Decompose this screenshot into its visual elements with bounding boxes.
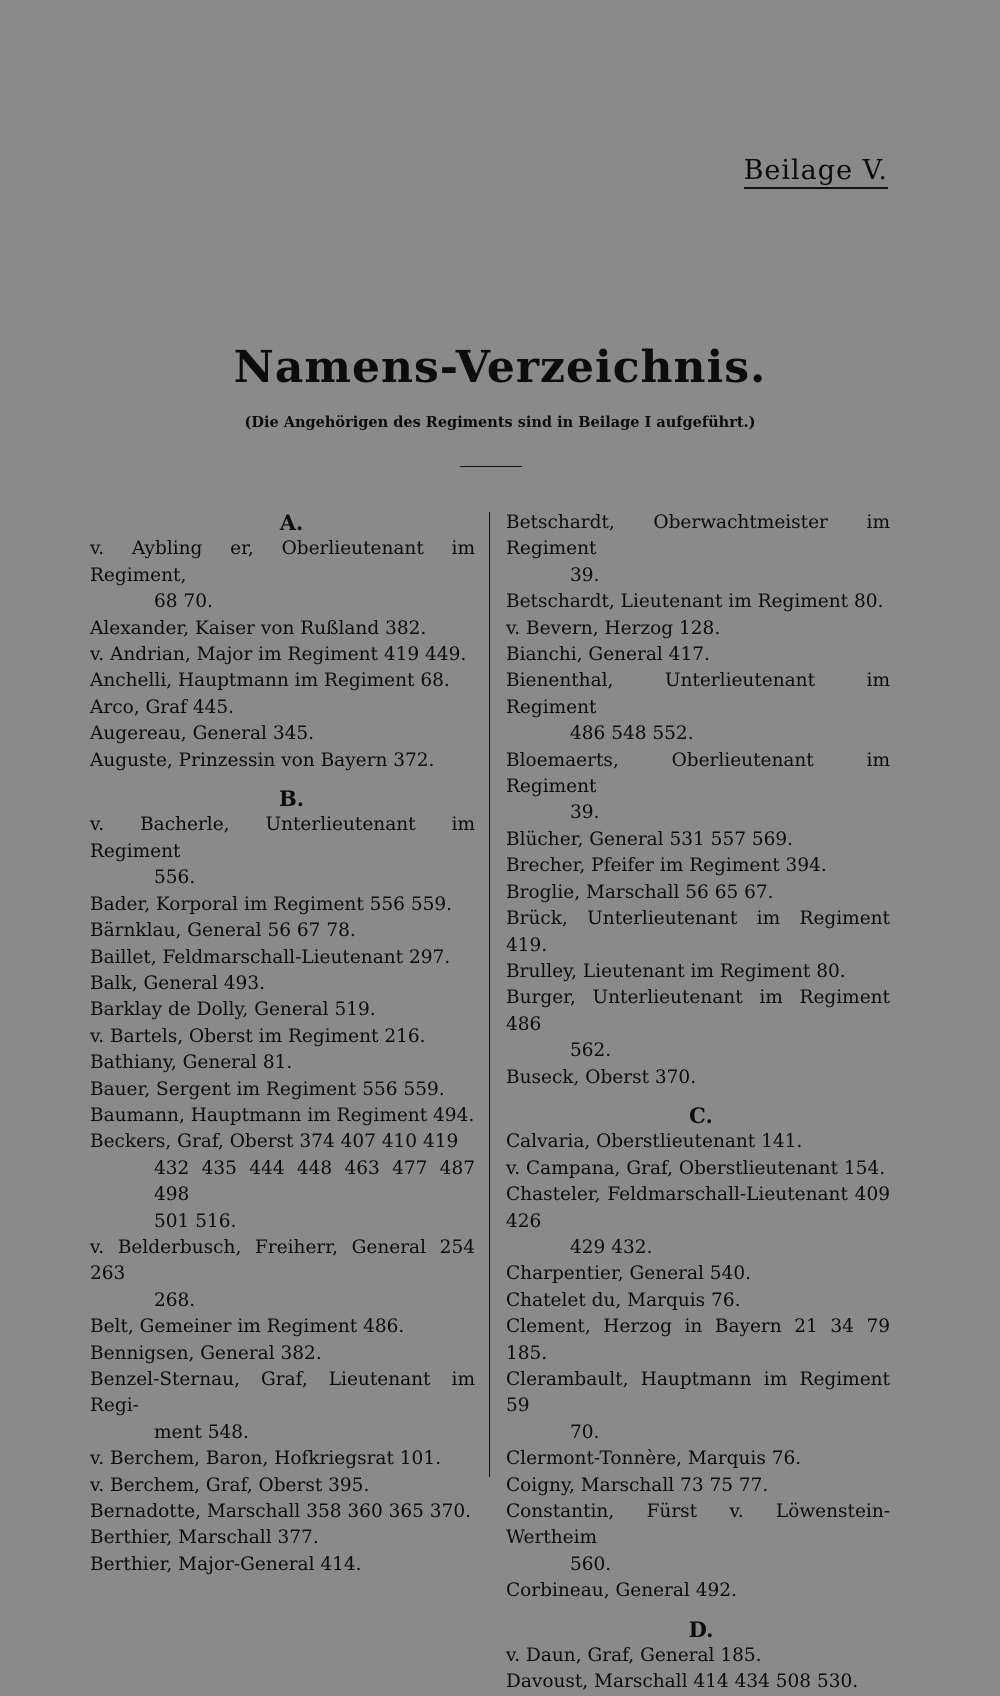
entry-text: Baumann, Hauptmann im Regiment 494. [90, 1104, 475, 1126]
index-entry [506, 1156, 890, 1182]
entry-continuation: ment 548. [154, 1421, 249, 1443]
entry-text: Clement, Herzog in Bayern 21 34 79 185. [506, 1316, 890, 1364]
index-entry [506, 827, 890, 853]
index-entry [506, 748, 890, 827]
index-entry [506, 985, 890, 1064]
index-entry [90, 1050, 475, 1076]
index-entry [90, 1499, 475, 1525]
entry-continuation: 432 435 444 448 463 477 487 498 [154, 1157, 475, 1206]
index-entry [90, 1129, 475, 1235]
index-entry [90, 812, 475, 891]
index-entry [90, 695, 475, 721]
index-entry [90, 616, 475, 642]
entry-text: Beckers, Graf, Oberst 374 407 410 419 [90, 1131, 459, 1153]
index-entry [506, 1288, 890, 1314]
entry-continuation: 429 432. [570, 1236, 653, 1258]
index-entry [506, 1129, 890, 1155]
index-entry [90, 668, 475, 694]
index-entry [90, 971, 475, 997]
index-entry [90, 536, 475, 615]
entry-text: Calvaria, Oberstlieutenant 141. [506, 1131, 803, 1153]
entry-text: Augereau, General 345. [90, 723, 315, 745]
index-entry [90, 1367, 475, 1446]
entry-continuation: 39. [570, 802, 600, 824]
entry-text: v. Campana, Graf, Oberstlieutenant 154. [506, 1157, 886, 1179]
entry-continuation: 560. [570, 1553, 612, 1575]
entry-text: Barklay de Dolly, General 519. [90, 999, 376, 1021]
entry-text: Blücher, General 531 557 569. [506, 828, 794, 850]
entry-text: Betschardt, Lieutenant im Regiment 80. [506, 591, 884, 613]
index-entry [90, 1473, 475, 1499]
entry-continuation: 486 548 552. [570, 723, 694, 745]
entry-text: Chasteler, Feldmarschall-Lieutenant 409 426 [506, 1184, 890, 1232]
entry-continuation: 556. [154, 867, 196, 889]
entry-text: Bathiany, General 81. [90, 1052, 293, 1074]
entry-text: Burger, Unterlieutenant im Regiment 486 [506, 987, 890, 1035]
entry-text: Bernadotte, Marschall 358 360 365 370. [90, 1501, 471, 1523]
right-column [506, 510, 890, 1696]
entry-text: Davoust, Marschall 414 434 508 530. [506, 1671, 859, 1693]
section-letter: D. [688, 1616, 714, 1642]
entry-text: v. Berchem, Graf, Oberst 395. [90, 1474, 370, 1496]
index-entry [90, 1525, 475, 1551]
index-entry [506, 906, 890, 959]
entry-continuation: 70. [570, 1421, 600, 1443]
entry-text: Berthier, Marschall 377. [90, 1527, 319, 1549]
index-entry [506, 1446, 890, 1472]
index-entry [90, 997, 475, 1023]
index-entry [506, 1669, 890, 1695]
entry-text: Broglie, Marschall 56 65 67. [506, 881, 774, 903]
index-entry [90, 1552, 475, 1578]
entry-text: Betschardt, Oberwachtmeister im Regiment [506, 512, 890, 560]
entry-text: Bienenthal, Unterlieutenant im Regiment [506, 670, 890, 718]
entry-text: Bauer, Sergent im Regiment 556 559. [90, 1078, 445, 1100]
index-entry [90, 1024, 475, 1050]
entry-text: Anchelli, Hauptmann im Regiment 68. [90, 670, 450, 692]
entry-text: Bärnklau, General 56 67 78. [90, 920, 356, 942]
appendix-label: Beilage V. [744, 156, 888, 189]
entry-text: Corbineau, General 492. [506, 1580, 737, 1602]
entry-text: v. Belderbusch, Freiherr, General 254 263 [90, 1236, 475, 1285]
entry-text: Brulley, Lieutenant im Regiment 80. [506, 960, 846, 982]
entry-text: v. Bacherle, Unterlieutenant im Regiment [90, 814, 475, 862]
index-entry [90, 642, 475, 668]
section-letter: B. [278, 786, 305, 812]
entry-text: Constantin, Fürst v. Löwenstein-Wertheim [506, 1501, 890, 1549]
entry-continuation: 562. [570, 1040, 612, 1062]
section-letter: C. [689, 1102, 713, 1128]
index-entry [90, 1235, 475, 1314]
entry-continuation: 68 70. [154, 591, 213, 613]
entry-text: Bader, Korporal im Regiment 556 559. [90, 893, 453, 915]
entry-text: Charpentier, General 540. [506, 1263, 751, 1285]
index-entry [506, 1499, 890, 1578]
entry-text: Chatelet du, Marquis 76. [506, 1289, 741, 1311]
index-entry [506, 616, 890, 642]
index-entry [506, 1261, 890, 1287]
page-title: Namens-Verzeichnis. [233, 342, 767, 393]
index-entry [506, 1065, 890, 1091]
index-entry [90, 892, 475, 918]
entry-continuation: 39. [570, 564, 600, 586]
index-entry [506, 1473, 890, 1499]
index-entry [506, 1182, 890, 1261]
entry-text: Belt, Gemeiner im Regiment 486. [90, 1316, 405, 1338]
entry-text: v. Bartels, Oberst im Regiment 216. [90, 1025, 426, 1047]
entry-text: Bianchi, General 417. [506, 644, 710, 666]
index-entry [506, 1367, 890, 1446]
entry-text: Balk, General 493. [90, 972, 265, 994]
entry-text: v. Andrian, Major im Regiment 419 449. [90, 644, 467, 666]
section-letter: A. [279, 510, 304, 535]
entry-text: Clermont-Tonnère, Marquis 76. [506, 1448, 802, 1470]
index-entry [506, 668, 890, 747]
index-entry [506, 1314, 890, 1367]
index-entry [90, 721, 475, 747]
index-entry [90, 945, 475, 971]
entry-text: Clerambault, Hauptmann im Regiment 59 [506, 1369, 890, 1417]
column-divider [489, 512, 490, 1477]
entry-continuation: 501 516. [154, 1210, 237, 1232]
index-entry [90, 748, 475, 774]
index-entry [506, 880, 890, 906]
entry-text: Coigny, Marschall 73 75 77. [506, 1474, 769, 1496]
index-entry [506, 510, 890, 589]
index-entry [506, 853, 890, 879]
entry-text: v. Bevern, Herzog 128. [506, 617, 721, 639]
entry-text: Berthier, Major-General 414. [90, 1553, 362, 1575]
index-entry [506, 642, 890, 668]
entry-text: Buseck, Oberst 370. [506, 1066, 697, 1088]
index-entry [506, 959, 890, 985]
index-entry [90, 918, 475, 944]
entry-text: Benzel-Sternau, Graf, Lieutenant im Regi- [90, 1369, 475, 1417]
entry-text: v. Aybling er, Oberlieutenant im Regiment, [90, 538, 475, 586]
page-subtitle: (Die Angehörigen des Regiments sind in Beilage I aufgeführt.) [244, 414, 756, 431]
index-entry [90, 1341, 475, 1367]
index-entry [506, 589, 890, 615]
entry-text: Brecher, Pfeifer im Regiment 394. [506, 855, 827, 877]
index-entry [90, 1077, 475, 1103]
index-entry [90, 1314, 475, 1340]
left-column [90, 510, 475, 1578]
entry-text: Bennigsen, General 382. [90, 1342, 322, 1364]
entry-continuation: 268. [154, 1289, 196, 1311]
title-rule [460, 466, 522, 467]
entry-text: Alexander, Kaiser von Rußland 382. [90, 617, 427, 639]
index-entry [90, 1446, 475, 1472]
entry-text: Baillet, Feldmarschall-Lieutenant 297. [90, 946, 451, 968]
index-entry [506, 1643, 890, 1669]
entry-text: v. Daun, Graf, General 185. [506, 1645, 762, 1667]
index-entry [506, 1578, 890, 1604]
entry-text: Arco, Graf 445. [90, 696, 235, 718]
index-entry [90, 1103, 475, 1129]
entry-text: Bloemaerts, Oberlieutenant im Regiment [506, 749, 890, 798]
entry-text: v. Berchem, Baron, Hofkriegsrat 101. [90, 1448, 441, 1470]
entry-text: Auguste, Prinzessin von Bayern 372. [90, 749, 435, 771]
entry-text: Brück, Unterlieutenant im Regiment 419. [506, 908, 890, 956]
